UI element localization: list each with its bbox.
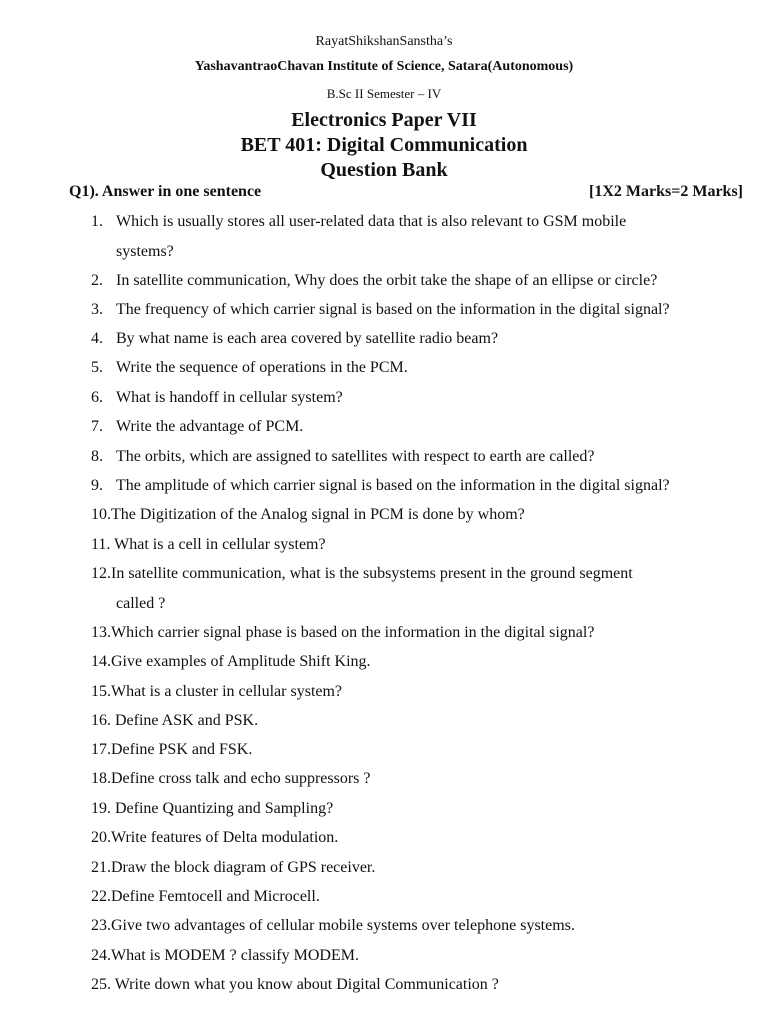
question-number: 9. (91, 477, 103, 494)
question-number: 12. (91, 565, 111, 582)
question-number: 23. (91, 917, 111, 934)
question-item (91, 618, 751, 648)
paper-title: Electronics Paper VII (291, 109, 477, 131)
question-text: Define PSK and FSK. (111, 741, 253, 758)
question-text: In satellite communication, what is the subsystems present in the ground segment (111, 565, 633, 582)
question-number: 15. (91, 683, 111, 700)
question-item (91, 853, 751, 883)
question-text: Which carrier signal phase is based on the information in the digital signal? (111, 624, 595, 641)
question-text: Define Quantizing and Sampling? (111, 800, 334, 817)
question-number: 20. (91, 829, 111, 846)
question-number: 4. (91, 330, 103, 347)
question-item (91, 295, 751, 325)
question-text: In satellite communication, Why does the orbit take the shape of an ellipse or circle? (116, 272, 658, 289)
question-text: What is handoff in cellular system? (116, 389, 343, 406)
question-text: Define ASK and PSK. (111, 712, 259, 729)
semester-line: B.Sc II Semester – IV (326, 86, 442, 101)
question-text: Give two advantages of cellular mobile systems over telephone systems. (111, 917, 575, 934)
question-item (91, 882, 751, 912)
question-number: 22. (91, 888, 111, 905)
question-text-continuation: called ? (116, 594, 166, 612)
question-number: 6. (91, 389, 103, 406)
question-item (91, 500, 751, 530)
question-number: 17. (91, 741, 111, 758)
section-marks: [1X2 Marks=2 Marks] (589, 183, 743, 200)
question-text: Define cross talk and echo suppressors ? (111, 770, 371, 787)
question-number: 2. (91, 272, 103, 289)
question-item (91, 530, 751, 560)
question-item (91, 324, 751, 354)
question-text: Which is usually stores all user-related data that is also relevant to GSM mobile (116, 213, 627, 230)
question-number: 5. (91, 359, 103, 376)
question-number: 19. (91, 800, 111, 817)
question-item (91, 471, 751, 501)
question-text: Draw the block diagram of GPS receiver. (111, 859, 376, 876)
question-item (91, 442, 751, 472)
question-number: 13. (91, 624, 111, 641)
question-text: What is a cluster in cellular system? (111, 683, 343, 700)
question-text: Write the sequence of operations in the PCM. (116, 359, 408, 376)
question-text: By what name is each area covered by satellite radio beam? (116, 330, 499, 347)
question-item (91, 706, 751, 736)
course-title: BET 401: Digital Communication (240, 134, 528, 156)
institute-name: YashavantraoChavan Institute of Science, Satara(Autonomous) (194, 59, 574, 74)
question-item (91, 559, 751, 618)
question-text-continuation: systems? (116, 242, 174, 260)
document-title: Question Bank (320, 159, 448, 181)
question-number: 21. (91, 859, 111, 876)
question-item (91, 266, 751, 296)
society-name: RayatShikshanSanstha’s (315, 34, 453, 49)
question-text: The Digitization of the Analog signal in PCM is done by whom? (111, 506, 525, 523)
question-text: What is a cell in cellular system? (110, 536, 326, 553)
section-label: Q1). Answer in one sentence (69, 183, 262, 200)
question-number: 10. (91, 506, 111, 523)
question-item (91, 647, 751, 677)
question-item (91, 764, 751, 794)
question-number: 16. (91, 712, 111, 729)
question-text: The amplitude of which carrier signal is based on the information in the digital signal? (116, 477, 670, 494)
question-text: Give examples of Amplitude Shift King. (111, 653, 371, 670)
question-text: The frequency of which carrier signal is based on the information in the digital signal? (116, 301, 670, 318)
question-text: The orbits, which are assigned to satellites with respect to earth are called? (116, 448, 595, 465)
question-number: 7. (91, 418, 103, 435)
question-item (91, 207, 751, 266)
question-item (91, 735, 751, 765)
question-item (91, 677, 751, 707)
question-item (91, 353, 751, 383)
question-text: Write the advantage of PCM. (116, 418, 304, 435)
question-number: 25. (91, 976, 111, 993)
question-item (91, 941, 751, 971)
question-number: 24. (91, 947, 111, 964)
question-item (91, 911, 751, 941)
section-heading (69, 183, 743, 205)
question-number: 8. (91, 448, 103, 465)
question-text: What is MODEM ? classify MODEM. (111, 947, 359, 964)
question-item (91, 383, 751, 413)
question-number: 11. (91, 536, 111, 553)
question-item (91, 970, 751, 1000)
question-text: Define Femtocell and Microcell. (111, 888, 320, 905)
question-number: 3. (91, 301, 103, 318)
question-number: 18. (91, 770, 111, 787)
question-item (91, 412, 751, 442)
question-item (91, 823, 751, 853)
question-text: Write down what you know about Digital Communication ? (111, 976, 499, 993)
question-number: 1. (91, 213, 103, 230)
question-item (91, 794, 751, 824)
question-text: Write features of Delta modulation. (111, 829, 339, 846)
question-number: 14. (91, 653, 111, 670)
